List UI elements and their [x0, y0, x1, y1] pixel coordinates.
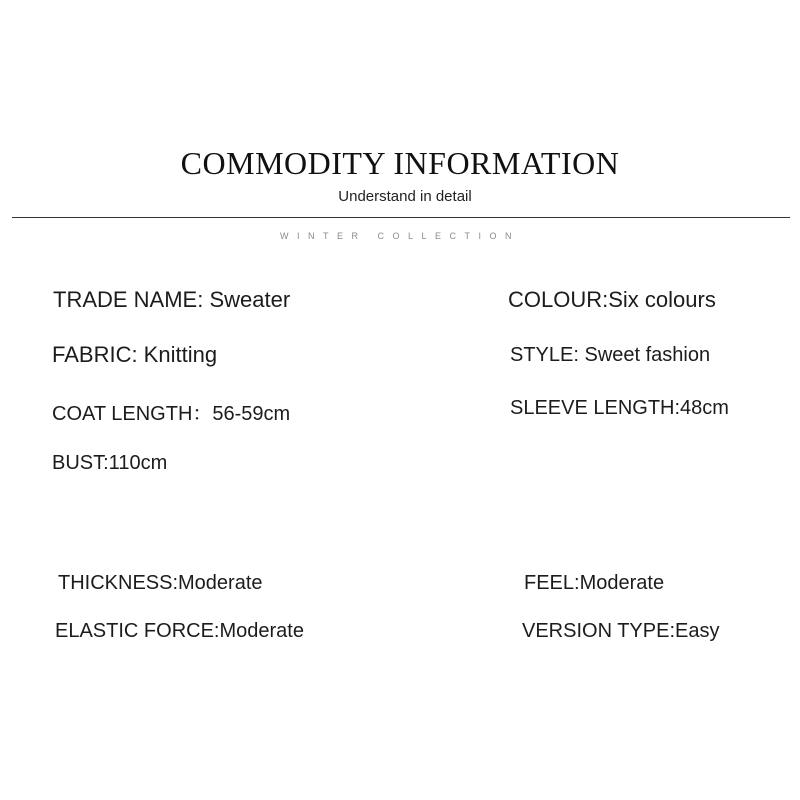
field-feel: FEEL:Moderate	[524, 572, 665, 594]
header-divider	[12, 217, 790, 218]
field-fabric: FABRIC: Knitting	[52, 342, 218, 367]
field-style: STYLE: Sweet fashion	[510, 344, 711, 366]
field-coat-length: COAT LENGTH：56-59cm	[52, 403, 291, 425]
field-elastic-force: ELASTIC FORCE:Moderate	[55, 620, 304, 642]
field-trade-name: TRADE NAME: Sweater	[53, 287, 291, 312]
field-colour: COLOUR:Six colours	[508, 287, 716, 312]
page-title: COMMODITY INFORMATION	[180, 145, 620, 181]
field-version-type: VERSION TYPE:Easy	[522, 620, 720, 642]
field-sleeve-length: SLEEVE LENGTH:48cm	[510, 397, 729, 419]
field-bust: BUST:110cm	[52, 452, 168, 474]
collection-caption: WINTER COLLECTION	[279, 231, 520, 241]
page-subtitle: Understand in detail	[338, 188, 472, 205]
field-thickness: THICKNESS:Moderate	[58, 572, 263, 594]
